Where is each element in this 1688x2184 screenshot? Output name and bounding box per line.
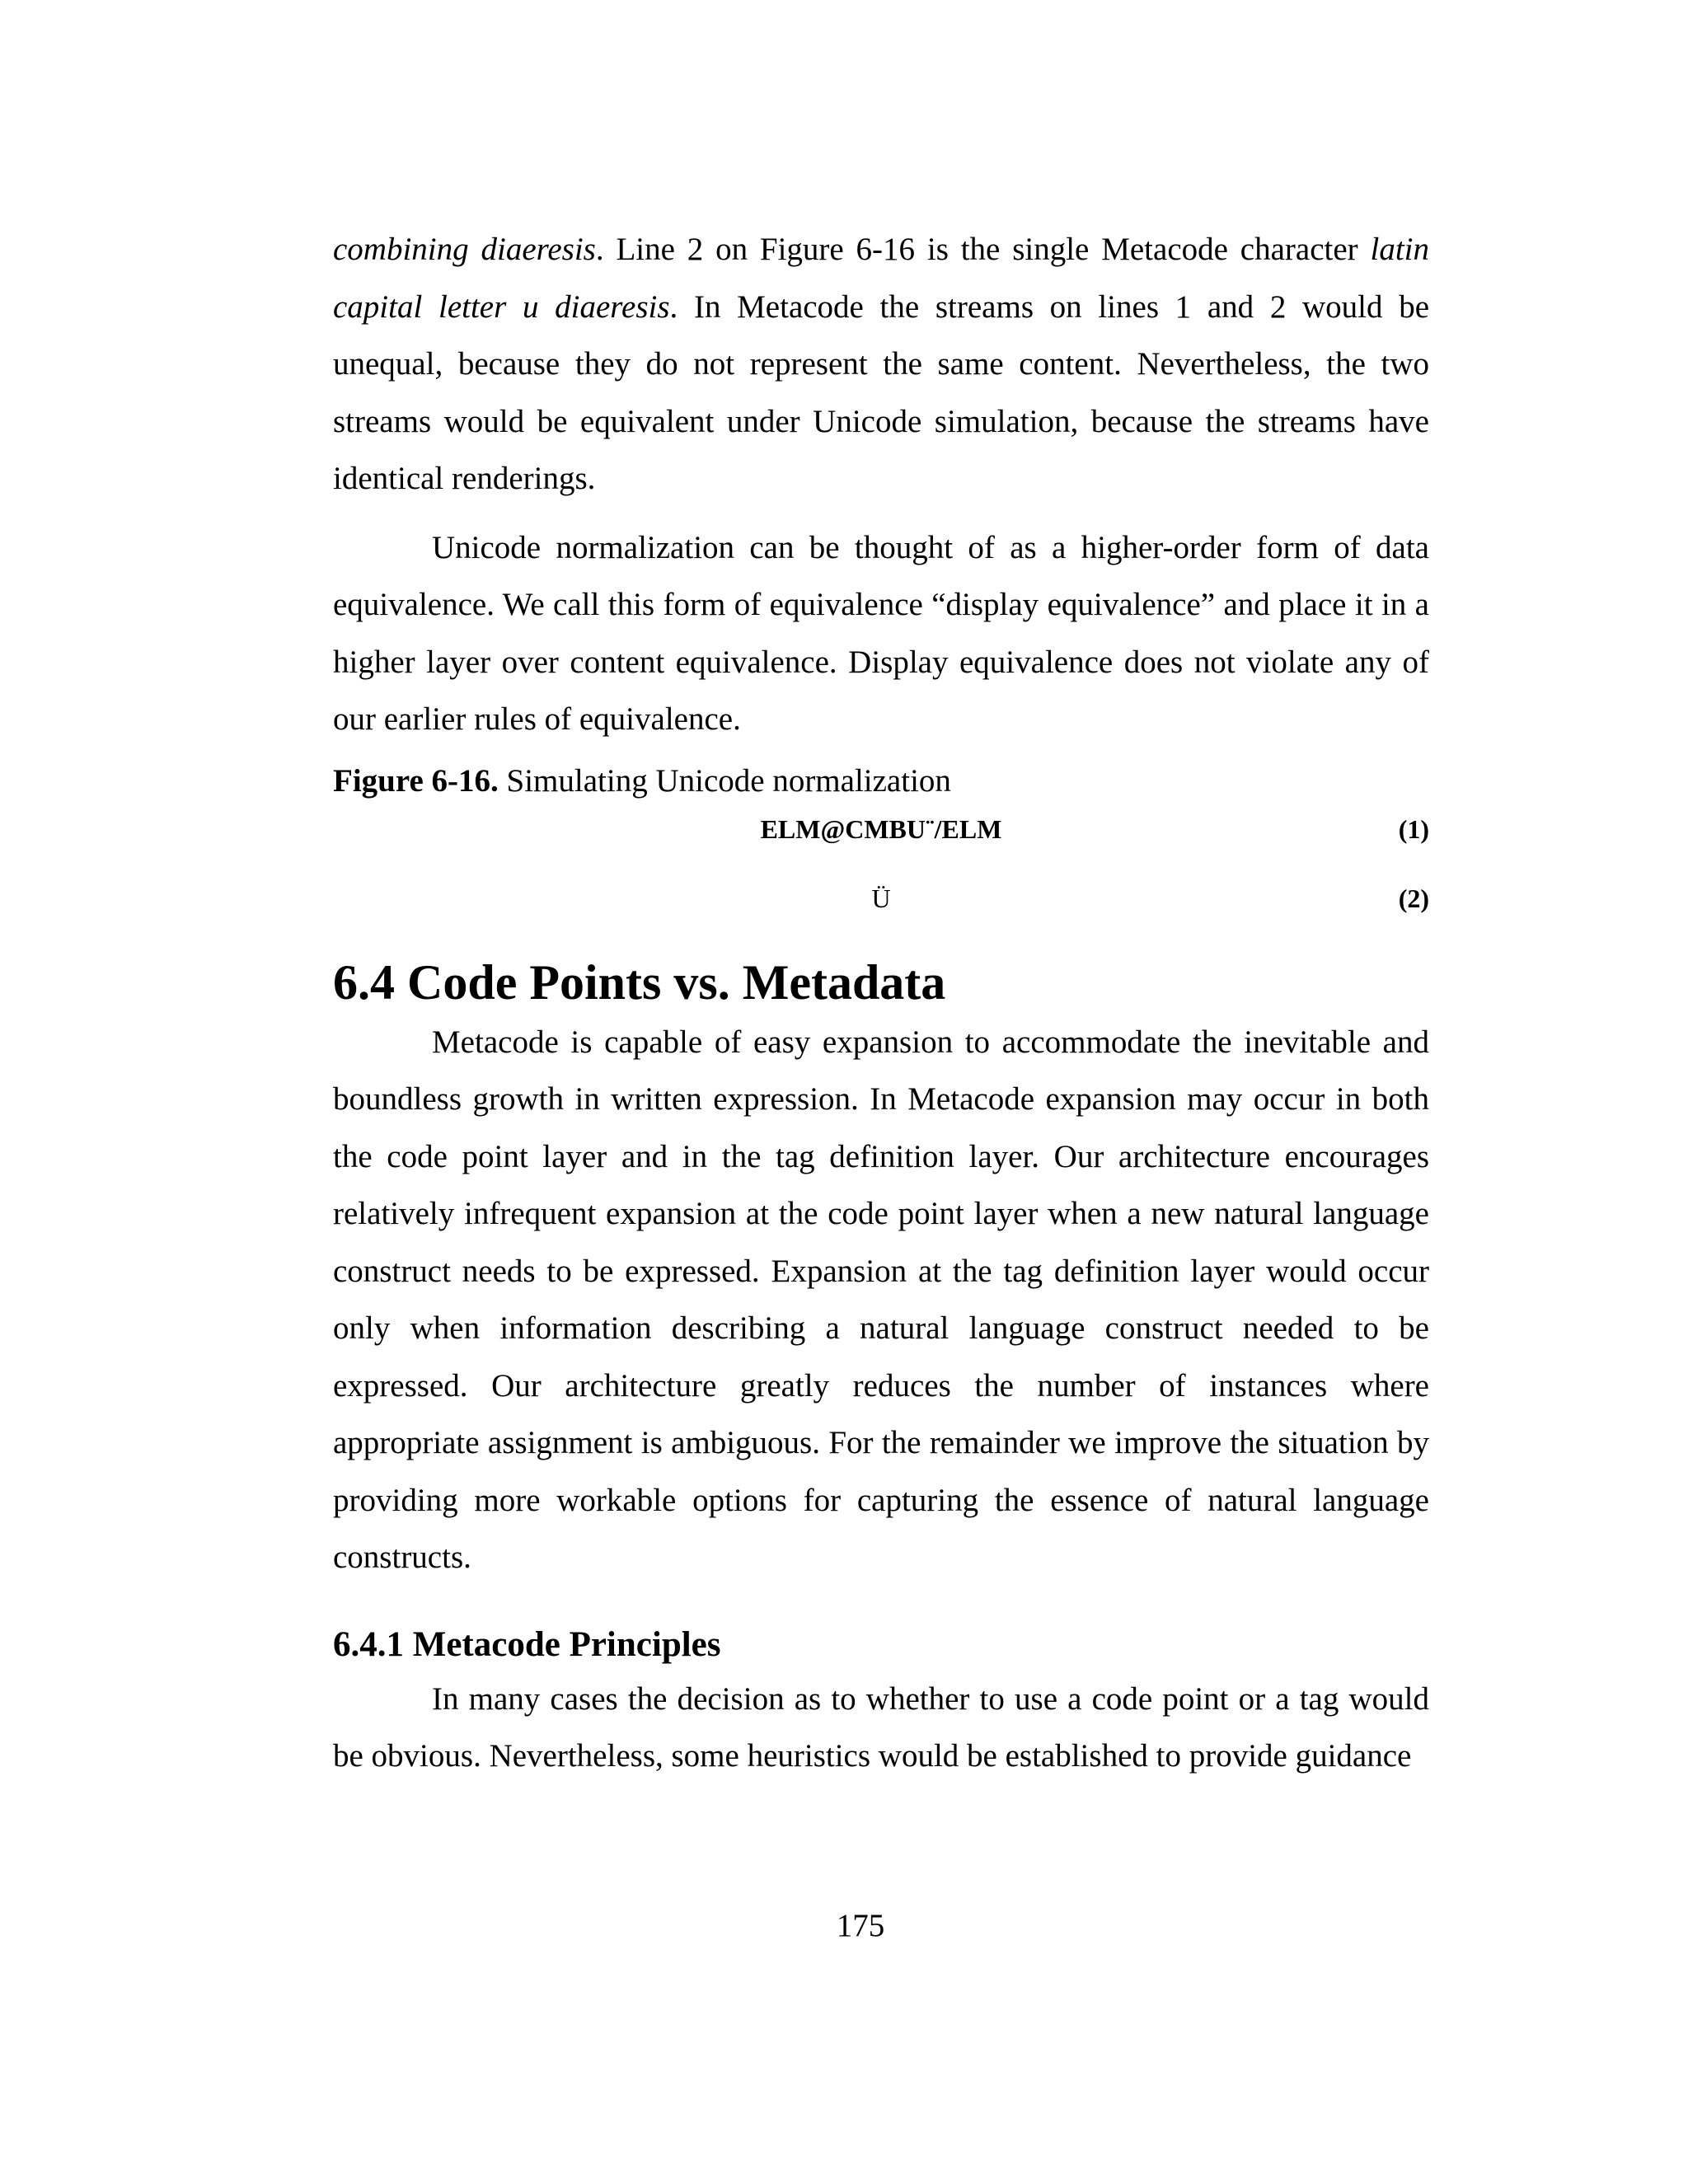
page-content bbox=[333, 221, 1429, 1785]
subsection-paragraph: In many cases the decision as to whether to use a code point or a tag would be obvious. Nevertheless, some heuristics would be established to provide guidance bbox=[333, 1680, 1429, 1774]
term-combining-diaeresis: combining diaeresis bbox=[333, 232, 596, 267]
figure-line-content: ELM@CMBU¨/ELM bbox=[760, 813, 1002, 844]
figure-line-content: Ü bbox=[871, 883, 891, 913]
paragraph-text: . Line 2 on Figure 6-16 is the single Metacode character bbox=[595, 232, 1371, 267]
term-latin-capital-u-diaeresis: latin capital letter u diaeresis bbox=[333, 232, 1429, 325]
section-paragraph: Metacode is capable of easy expansion to accommodate the inevitable and boundless growth in written expression. In Metacode expansion may occur in both the code point layer and in the tag definition layer. Our architecture encourages relatively infrequent expansion at the code point layer when a new natural language construct needs to be expressed. Expansion at the tag definition layer would occur only when information describing a natural language construct needed to be expressed. Our architecture greatly reduces the number of instances where appropriate assignment is ambiguous. For the remainder we improve the situation by providing more workable options for capturing the essence of natural language constructs. bbox=[333, 1024, 1429, 1575]
paragraph-continuation bbox=[333, 221, 1429, 508]
figure-caption bbox=[333, 758, 1429, 804]
figure-line bbox=[333, 804, 1429, 874]
page-number: 175 bbox=[836, 1908, 885, 1943]
paragraph-text: . In Metacode the streams on lines 1 and 2 would be unequal, because they do not represent the same content. Nevertheless, the two streams would be equivalent under Unicode simulation, because the streams have identical renderings. bbox=[333, 288, 1430, 496]
figure-line bbox=[333, 874, 1429, 933]
figure-title: Simulating Unicode normalization bbox=[506, 762, 951, 799]
figure-line-number: (2) bbox=[1398, 883, 1429, 913]
section-heading: 6.4 Code Points vs. Metadata bbox=[333, 954, 946, 1010]
subsection-heading: 6.4.1 Metacode Principles bbox=[333, 1624, 721, 1664]
paragraph-display-equivalence: Unicode normalization can be thought of as a higher-order form of data equivalence. We call this form of equivalence “display equivalence” and place it in a higher layer over content equivalence. Display equivalence does not violate any of our earlier rules of equivalence. bbox=[333, 529, 1429, 737]
figure-line-number: (1) bbox=[1398, 813, 1429, 844]
figure-label: Figure 6-16. bbox=[333, 762, 499, 799]
